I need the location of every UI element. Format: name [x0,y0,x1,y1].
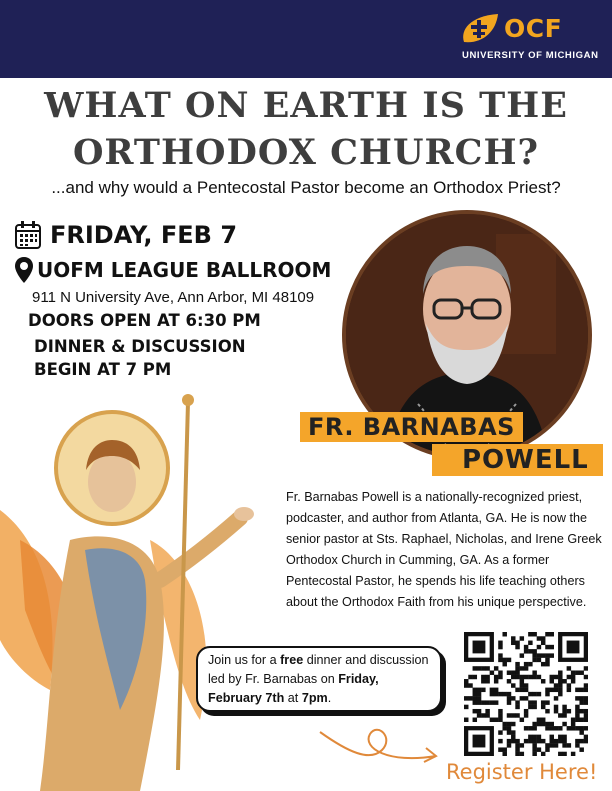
event-date-row [14,220,237,250]
calendar-icon [14,220,42,250]
speaker-name-line-1: FR. BARNABAS [300,412,523,442]
dinner-line-2: BEGIN AT 7 PM [34,360,172,379]
location-pin-icon [14,256,34,284]
speaker-bio: Fr. Barnabas Powell is a nationally-recognized priest, podcaster, and author from Atlanta, GA. He is now the senior pastor at Sts. Raphael, Nicholas, and Irene Greek Orthodox Church in Cumming, GA. As a former Pentecostal Pastor, he spends his life teaching others about the Orthodox Faith from his unique perspective. [286,490,602,609]
ocf-logo[interactable] [458,8,598,66]
event-venue: UOFM LEAGUE BALLROOM [37,258,332,282]
invite-time: 7pm [301,691,328,705]
cross-logo-icon [458,12,502,46]
register-link[interactable]: Register Here! [446,760,598,784]
invite-text-3: at [284,691,302,705]
event-address: 911 N University Ave, Ann Arbor, MI 48109 [32,289,315,306]
invite-date: Friday, February 7th [208,672,379,705]
curly-arrow-icon [318,712,440,772]
title-line-2: ORTHODOX CHURCH? [72,132,540,173]
logo-subtitle: UNIVERSITY OF MICHIGAN [462,50,599,61]
event-venue-row [14,256,331,284]
doors-open-time: DOORS OPEN AT 6:30 PM [28,311,261,330]
invite-text-4: . [327,691,332,705]
logo-text: OCF [504,14,563,43]
subtitle: ...and why would a Pentecostal Pastor become an Orthodox Priest? [51,178,561,197]
page-title [0,82,612,176]
event-date: FRIDAY, FEB 7 [50,221,238,249]
qr-code-icon[interactable] [464,632,588,756]
invite-text-2: dinner and discussion led by Fr. Barnabas on [208,653,429,686]
dinner-time [34,335,246,381]
speaker-name-line-2: POWELL [432,444,603,476]
header-bar [0,0,612,78]
invitation-box [196,646,442,712]
invite-free: free [280,653,304,667]
dinner-line-1: DINNER & DISCUSSION [34,337,246,356]
title-line-1: WHAT ON EARTH IS THE [44,85,568,126]
angel-icon-illustration [0,390,270,791]
invite-text-1: Join us for a [208,653,281,667]
